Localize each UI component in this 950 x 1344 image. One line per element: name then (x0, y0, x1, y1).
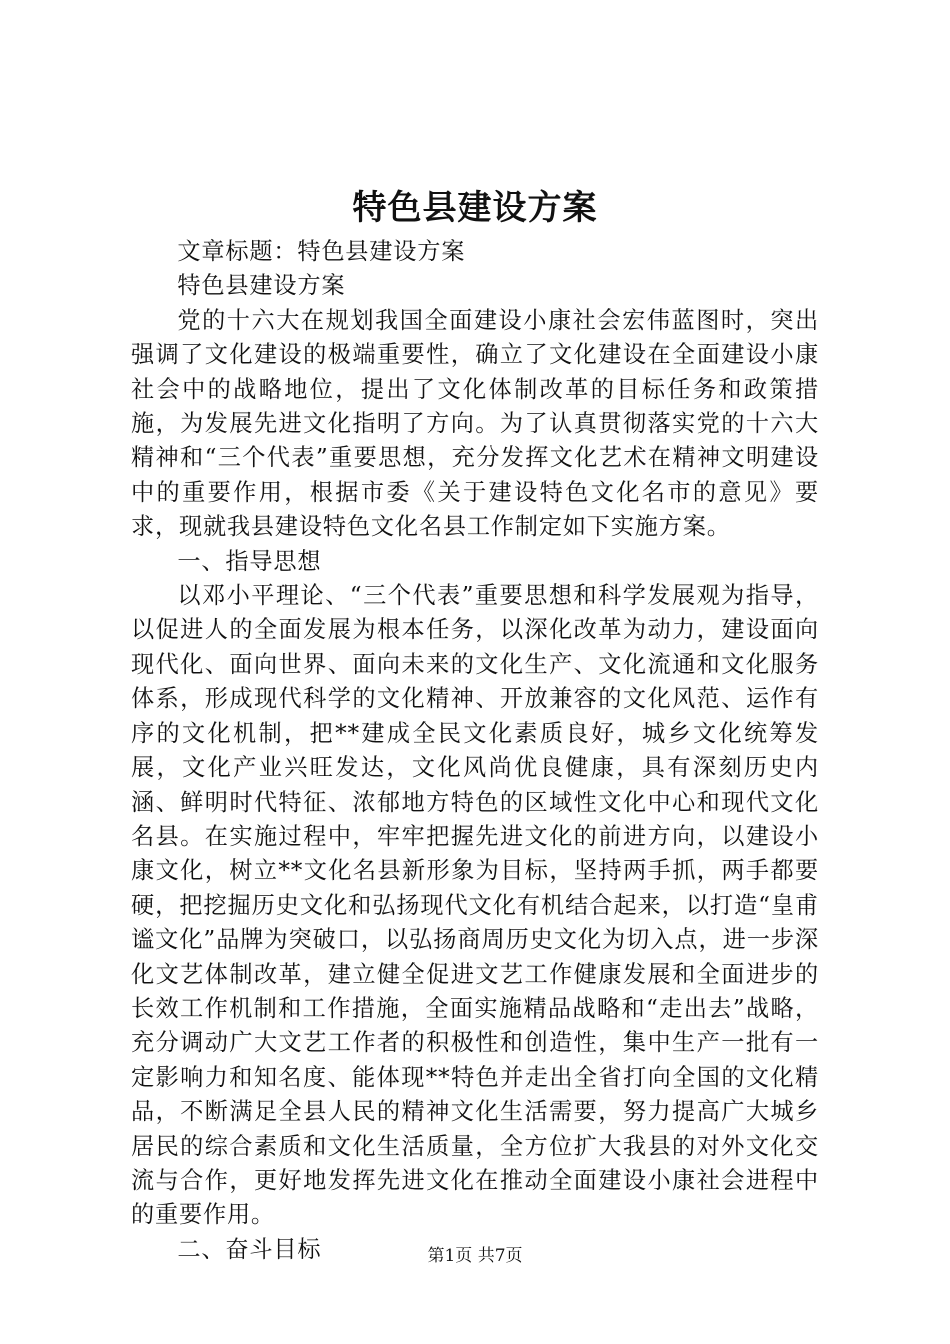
document-title: 特色县建设方案 (352, 188, 598, 228)
section-heading-goals: 二、奋斗目标 (177, 1235, 322, 1263)
document-body (131, 235, 819, 1267)
page-number-footer: 第1页 共7页 (427, 1246, 523, 1266)
guiding-ideology-paragraph: 以邓小平理论、“三个代表”重要思想和科学发展观为指导，以促进人的全面发展为根本任务，以深化改革为动力，建设面向现代化、面向世界、面向未来的文化生产、文化流通和文化服务体系，形成现代科学的文化精神、开放兼容的文化风范、运作有序的文化机制，把**建成全民文化素质良好，城乡文化统筹发展，文化产业兴旺发达，文化风尚优良健康，具有深刻历史内涵、鲜明时代特征、浓郁地方特色的区域性文化中心和现代文化名县。在实施过程中，牢牢把握先进文化的前进方向，以建设小康文化，树立**文化名县新形象为目标，坚持两手抓，两手都要硬，把挖掘历史文化和弘扬现代文化有机结合起来，以打造“皇甫谧文化”品牌为突破口，以弘扬商周历史文化为切入点，进一步深化文艺体制改革，建立健全促进文艺工作健康发展和全面进步的长效工作机制和工作措施，全面实施精品战略和“走出去”战略，充分调动广大文艺工作者的积极性和创造性，集中生产一批有一定影响力和知名度、能体现**特色并走出全省打向全国的文化精品，不断满足全县人民的精神文化生活需要，努力提高广大城乡居民的综合素质和文化生活质量，全方位扩大我县的对外文化交流与合作，更好地发挥先进文化在推动全面建设小康社会进程中的重要作用。 (131, 582, 819, 1229)
subtitle-line: 特色县建设方案 (177, 272, 346, 300)
article-title-line: 文章标题：特色县建设方案 (177, 238, 466, 265)
section-heading-guiding-ideology: 一、指导思想 (177, 547, 322, 575)
intro-paragraph: 党的十六大在规划我国全面建设小康社会宏伟蓝图时，突出强调了文化建设的极端重要性，确立了文化建设在全面建设小康社会中的战略地位，提出了文化体制改革的目标任务和政策措施，为发展先进文化指明了方向。为了认真贯彻落实党的十六大精神和“三个代表”重要思想，充分发挥文化艺术在精神文明建设中的重要作用，根据市委《关于建设特色文化名市的意见》要求，现就我县建设特色文化名县工作制定如下实施方案。 (131, 306, 819, 541)
